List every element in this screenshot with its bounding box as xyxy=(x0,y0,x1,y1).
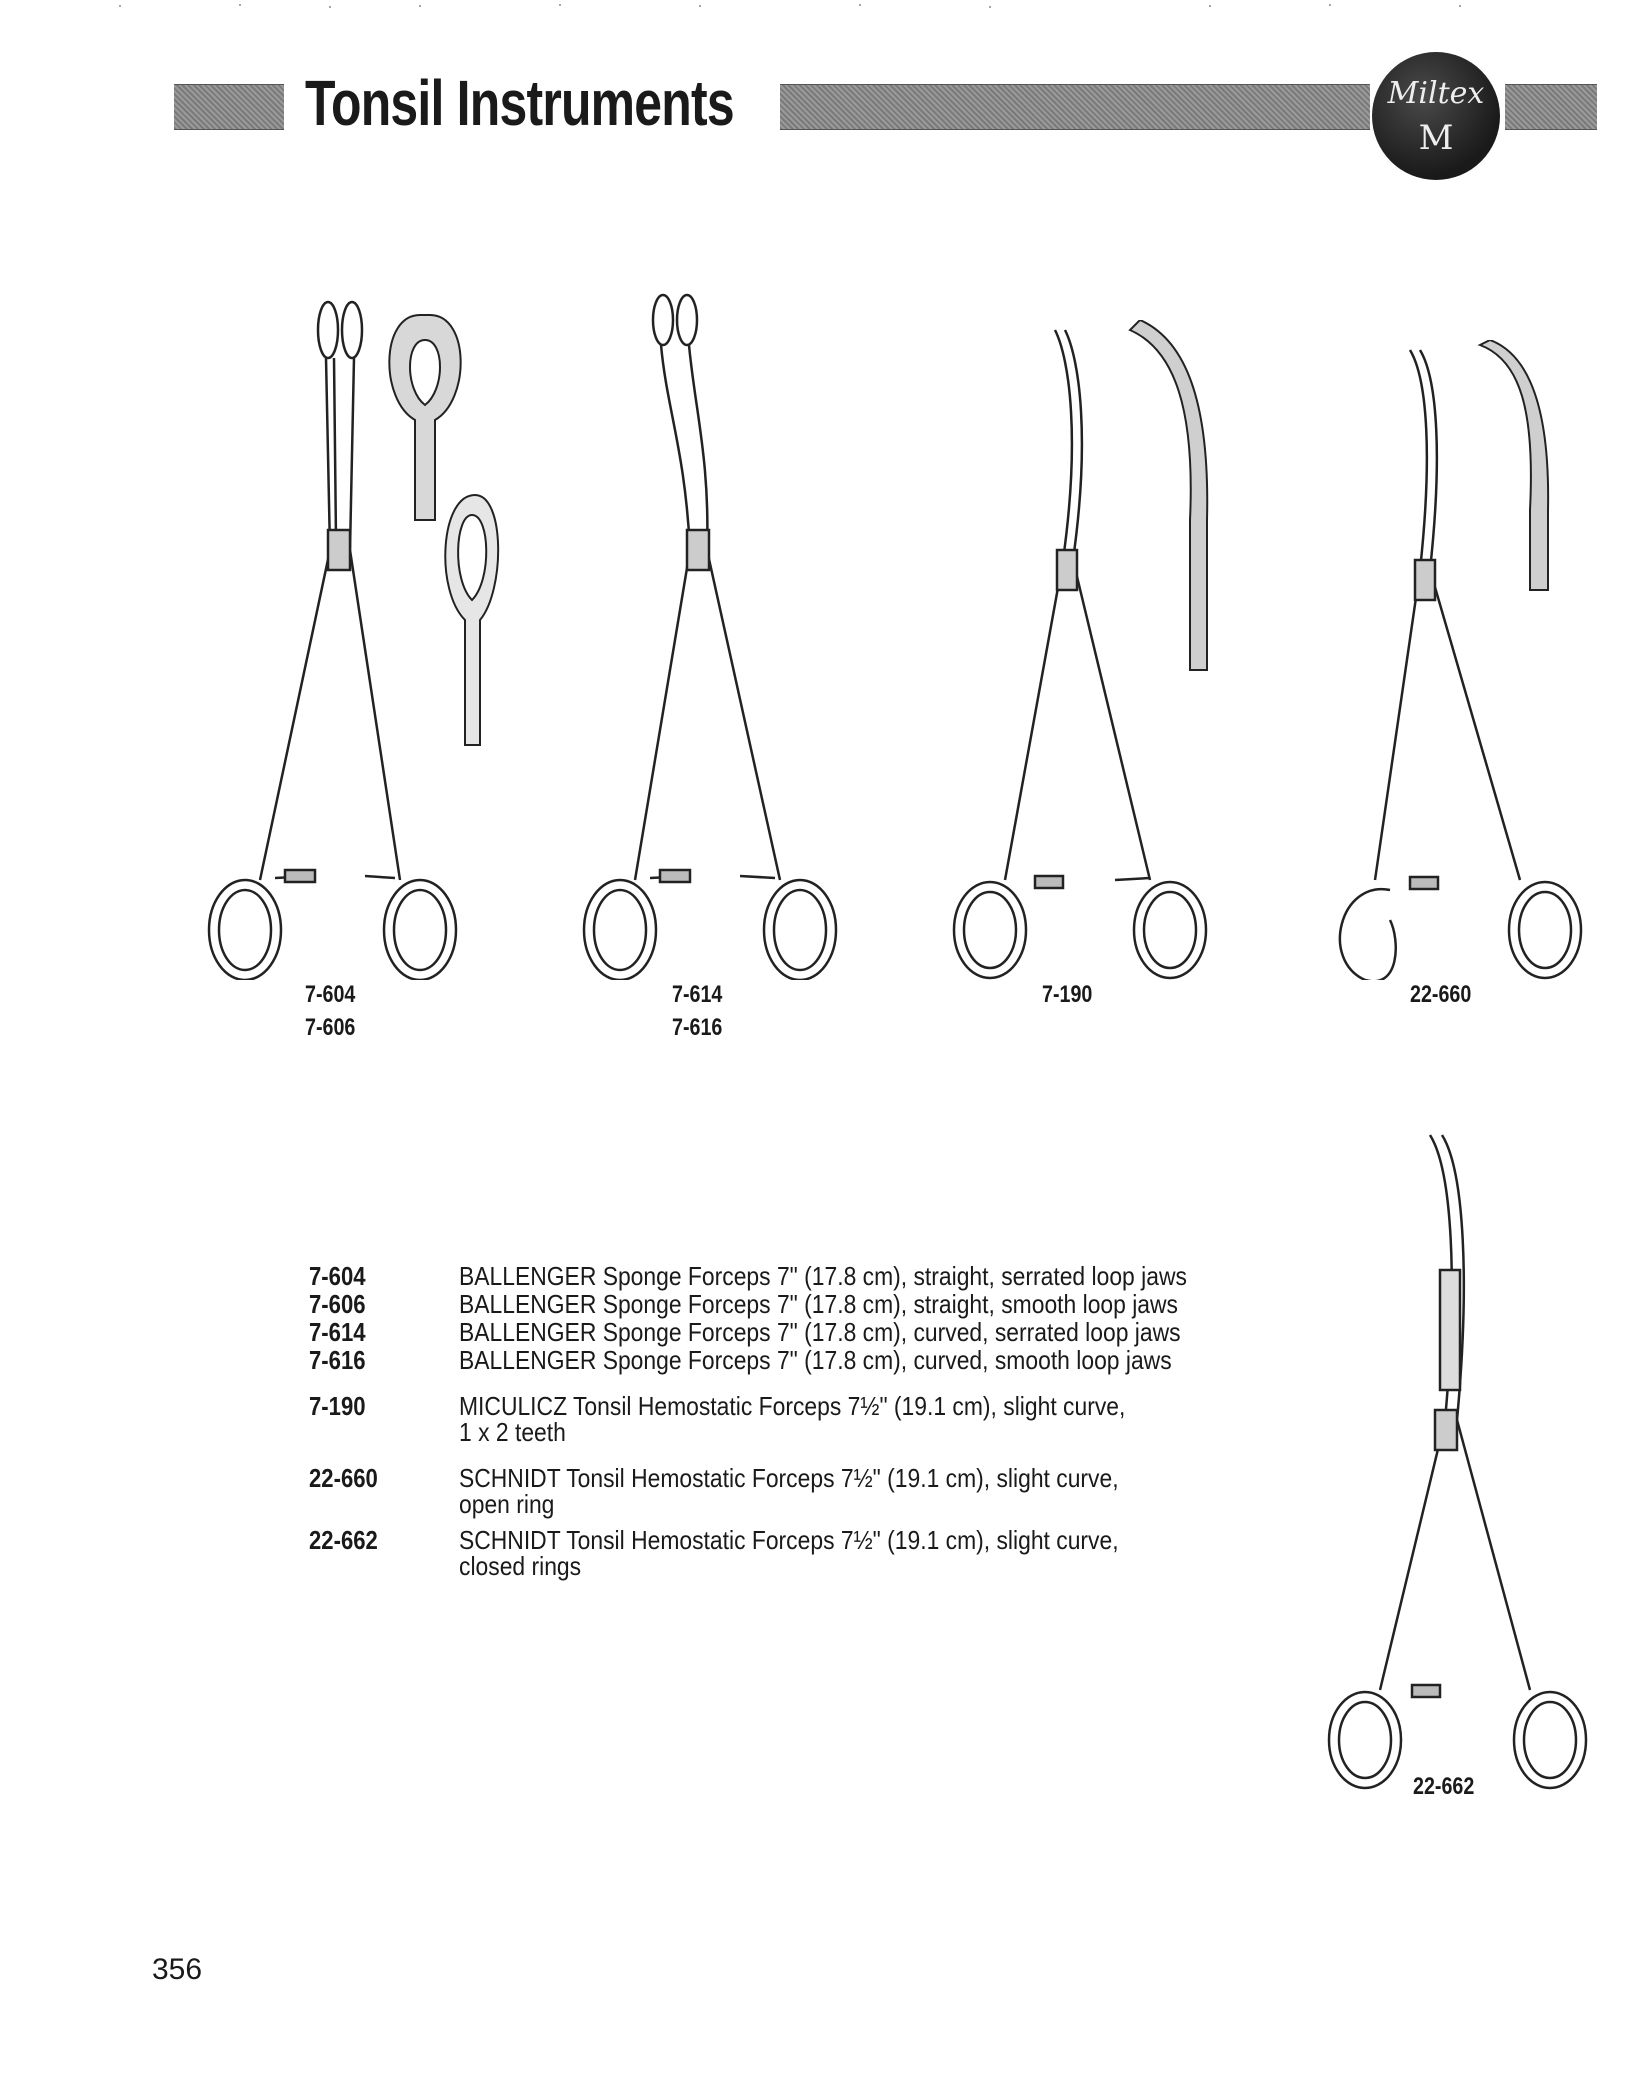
catalog-code: 7-614 xyxy=(309,1317,366,1347)
catalog-row xyxy=(309,1526,1299,1580)
catalog-description xyxy=(459,1392,1198,1446)
caption-code: 22-660 xyxy=(1410,981,1472,1008)
description-line: BALLENGER Sponge Forceps 7" (17.8 cm), curved, smooth loop jaws xyxy=(459,1345,1172,1375)
catalog-code: 22-660 xyxy=(309,1463,378,1493)
description-line: SCHNIDT Tonsil Hemostatic Forceps 7½" (19.1 cm), slight curve, xyxy=(459,1463,1119,1493)
catalog-code: 7-604 xyxy=(309,1261,366,1291)
description-line: SCHNIDT Tonsil Hemostatic Forceps 7½" (19.1 cm), slight curve, xyxy=(459,1525,1119,1555)
description-line: BALLENGER Sponge Forceps 7" (17.8 cm), curved, serrated loop jaws xyxy=(459,1317,1181,1347)
catalog-description xyxy=(459,1526,1198,1580)
catalog-row xyxy=(309,1290,1299,1318)
catalog-code: 7-606 xyxy=(309,1289,366,1319)
caption-code: 7-614 xyxy=(672,981,723,1008)
header-bar-middle xyxy=(780,84,1370,130)
catalog-row xyxy=(309,1346,1299,1374)
caption-code: 7-604 xyxy=(305,981,356,1008)
description-line: MICULICZ Tonsil Hemostatic Forceps 7½" (19.1 cm), slight curve, xyxy=(459,1391,1126,1421)
logo-script: Miltex xyxy=(1387,76,1485,111)
forceps-22-660-illustration xyxy=(1320,340,1600,980)
illustration-caption-ballenger-straight xyxy=(305,978,355,1044)
illustration-caption-miculicz xyxy=(1042,978,1092,1011)
catalog-code: 7-616 xyxy=(309,1345,366,1375)
forceps-7-190-illustration xyxy=(945,320,1225,980)
scan-noise xyxy=(0,0,1646,40)
miltex-logo xyxy=(1372,52,1500,180)
header-bar-right xyxy=(1505,84,1597,130)
caption-code: 7-606 xyxy=(305,1014,356,1041)
description-line: open ring xyxy=(459,1489,555,1519)
catalog-row xyxy=(309,1318,1299,1346)
description-line: 1 x 2 teeth xyxy=(459,1417,566,1447)
forceps-7-614-illustration xyxy=(575,290,855,980)
illustration-caption-schnidt-closed xyxy=(1413,1770,1474,1803)
catalog-row xyxy=(309,1392,1299,1446)
caption-code: 7-190 xyxy=(1042,981,1093,1008)
header-bar-left xyxy=(174,84,284,130)
description-line: BALLENGER Sponge Forceps 7" (17.8 cm), straight, serrated loop jaws xyxy=(459,1261,1187,1291)
catalog-description xyxy=(459,1262,1198,1290)
illustration-caption-schnidt-open xyxy=(1410,978,1471,1011)
catalog-description xyxy=(459,1346,1198,1374)
caption-code: 22-662 xyxy=(1413,1773,1475,1800)
description-line: closed rings xyxy=(459,1551,582,1581)
catalog-list xyxy=(309,1262,1299,1580)
page-title: Tonsil Instruments xyxy=(305,67,734,139)
forceps-22-662-illustration xyxy=(1320,1130,1600,1790)
catalog-description xyxy=(459,1318,1198,1346)
illustration-caption-ballenger-curved xyxy=(672,978,722,1044)
catalog-code: 22-662 xyxy=(309,1525,378,1555)
catalog-code: 7-190 xyxy=(309,1391,366,1421)
catalog-row xyxy=(309,1262,1299,1290)
catalog-row xyxy=(309,1464,1299,1518)
description-line: BALLENGER Sponge Forceps 7" (17.8 cm), straight, smooth loop jaws xyxy=(459,1289,1179,1319)
caption-code: 7-616 xyxy=(672,1014,723,1041)
page-number: 356 xyxy=(152,1953,203,1986)
logo-mark: M xyxy=(1418,118,1454,158)
catalog-description xyxy=(459,1464,1198,1518)
catalog-description xyxy=(459,1290,1198,1318)
forceps-7-604-illustration xyxy=(200,290,500,980)
